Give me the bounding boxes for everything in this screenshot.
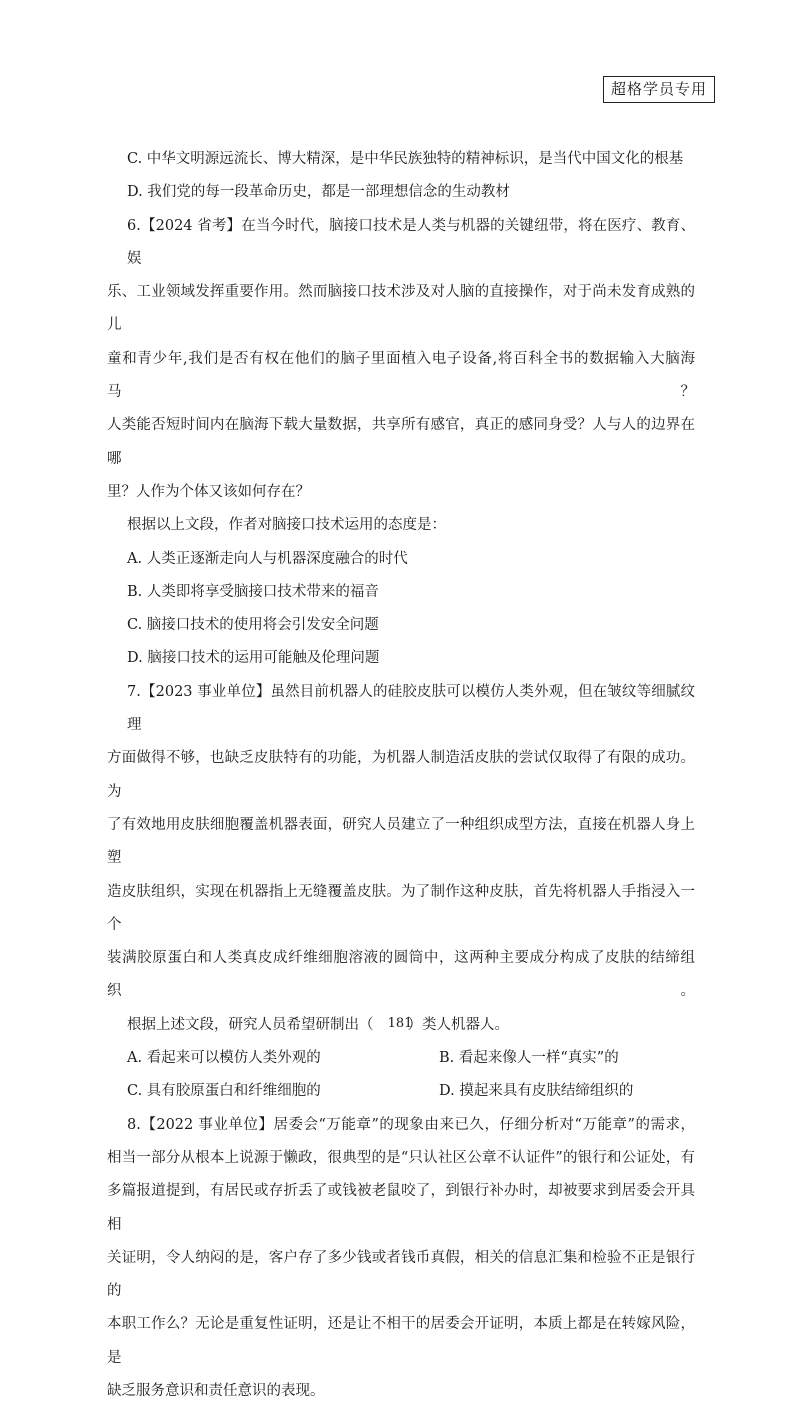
q7-option-c: C. 具有胶原蛋白和纤维细胞的 [127,1083,321,1100]
q8-stem-line: 相当一部分从根本上说源于懒政，很典型的是“只认社区公章不认证件”的银行和公证处，有 [107,1149,695,1166]
q6-stem-line: 童和青少年,我们是否有权在他们的脑子里面植入电子设备,将百科全书的数据输入大脑海马？ [107,350,695,401]
q6-stem-line: 乐、工业领域发挥重要作用。然而脑接口技术涉及对人脑的直接操作，对于尚未发育成熟的儿 [107,284,695,334]
page-content [107,143,695,1408]
q6-stem-line: 人类能否短时间内在脑海下载大量数据，共享所有感官，真正的感同身受？人与人的边界在哪 [107,417,695,467]
q5-option-d: D. 我们党的每一段革命历史，都是一部理想信念的生动教材 [127,184,510,201]
q8-stem-line: 本职工作么？无论是重复性证明，还是让不相干的居委会开证明，本质上都是在转嫁风险，是 [107,1316,695,1366]
q8-stem-line: 缺乏服务意识和责任意识的表现。 [107,1382,325,1399]
q7-options-row [107,1042,695,1075]
q7-option-a: A. 看起来可以模仿人类外观的 [127,1050,321,1067]
page-number: 181 [387,1016,413,1031]
exclusive-badge: 超格学员专用 [603,76,715,103]
q8-stem-line: 8.【2022 事业单位】居委会“万能章”的现象由来已久，仔细分析对“万能章”的需求， [127,1116,695,1133]
q8-stem-line: 多篇报道提到，有居民或存折丢了或钱被老鼠咬了，到银行补办时，却被要求到居委会开具相 [107,1183,695,1233]
q6-stem-line: 里？人作为个体又该如何存在？ [107,483,310,500]
q7-stem-line: 装满胶原蛋白和人类真皮成纤维细胞溶液的圆筒中，这两种主要成分构成了皮肤的结缔组织。 [107,950,695,1000]
q6-option-d: D. 脑接口技术的运用可能触及伦理问题 [127,650,380,667]
q8-stem-line: 关证明，令人纳闷的是，客户存了多少钱或者钱币真假，相关的信息汇集和检验不正是银行的 [107,1249,695,1300]
q6-option-c: C. 脑接口技术的使用将会引发安全问题 [127,617,379,634]
q6-option-a: A. 人类正逐渐走向人与机器深度融合的时代 [127,550,408,567]
q7-options-row [107,1075,695,1108]
q7-stem-line: 造皮肤组织，实现在机器指上无缝覆盖皮肤。为了制作这种皮肤，首先将机器人手指浸入一个 [107,883,695,933]
q7-stem-line: 了有效地用皮肤细胞覆盖机器表面，研究人员建立了一种组织成型方法，直接在机器人身上塑 [107,816,695,867]
q5-option-c: C. 中华文明源远流长、博大精深，是中华民族独特的精神标识，是当代中国文化的根基 [127,151,684,167]
q6-option-b: B. 人类即将享受脑接口技术带来的福音 [127,583,379,600]
q7-stem-line: 方面做得不够，也缺乏皮肤特有的功能，为机器人制造活皮肤的尝试仅取得了有限的成功。为 [107,750,695,800]
q7-option-d: D. 摸起来具有皮肤结缔组织的 [439,1083,634,1100]
q7-question-post: ）类人机器人。 [407,1016,509,1033]
q7-stem-line: 7.【2023 事业单位】虽然目前机器人的硅胶皮肤可以模仿人类外观，但在皱纹等细腻纹理 [127,683,695,734]
q6-question: 根据以上文段，作者对脑接口技术运用的态度是： [127,517,446,534]
q7-option-b: B. 看起来像人一样“真实”的 [439,1050,619,1067]
q6-stem-line: 6.【2024 省考】在当今时代，脑接口技术是人类与机器的关键纽带，将在医疗、教育、娱 [127,217,695,267]
q7-question-pre: 根据上述文段，研究人员希望研制出（ [127,1016,374,1033]
